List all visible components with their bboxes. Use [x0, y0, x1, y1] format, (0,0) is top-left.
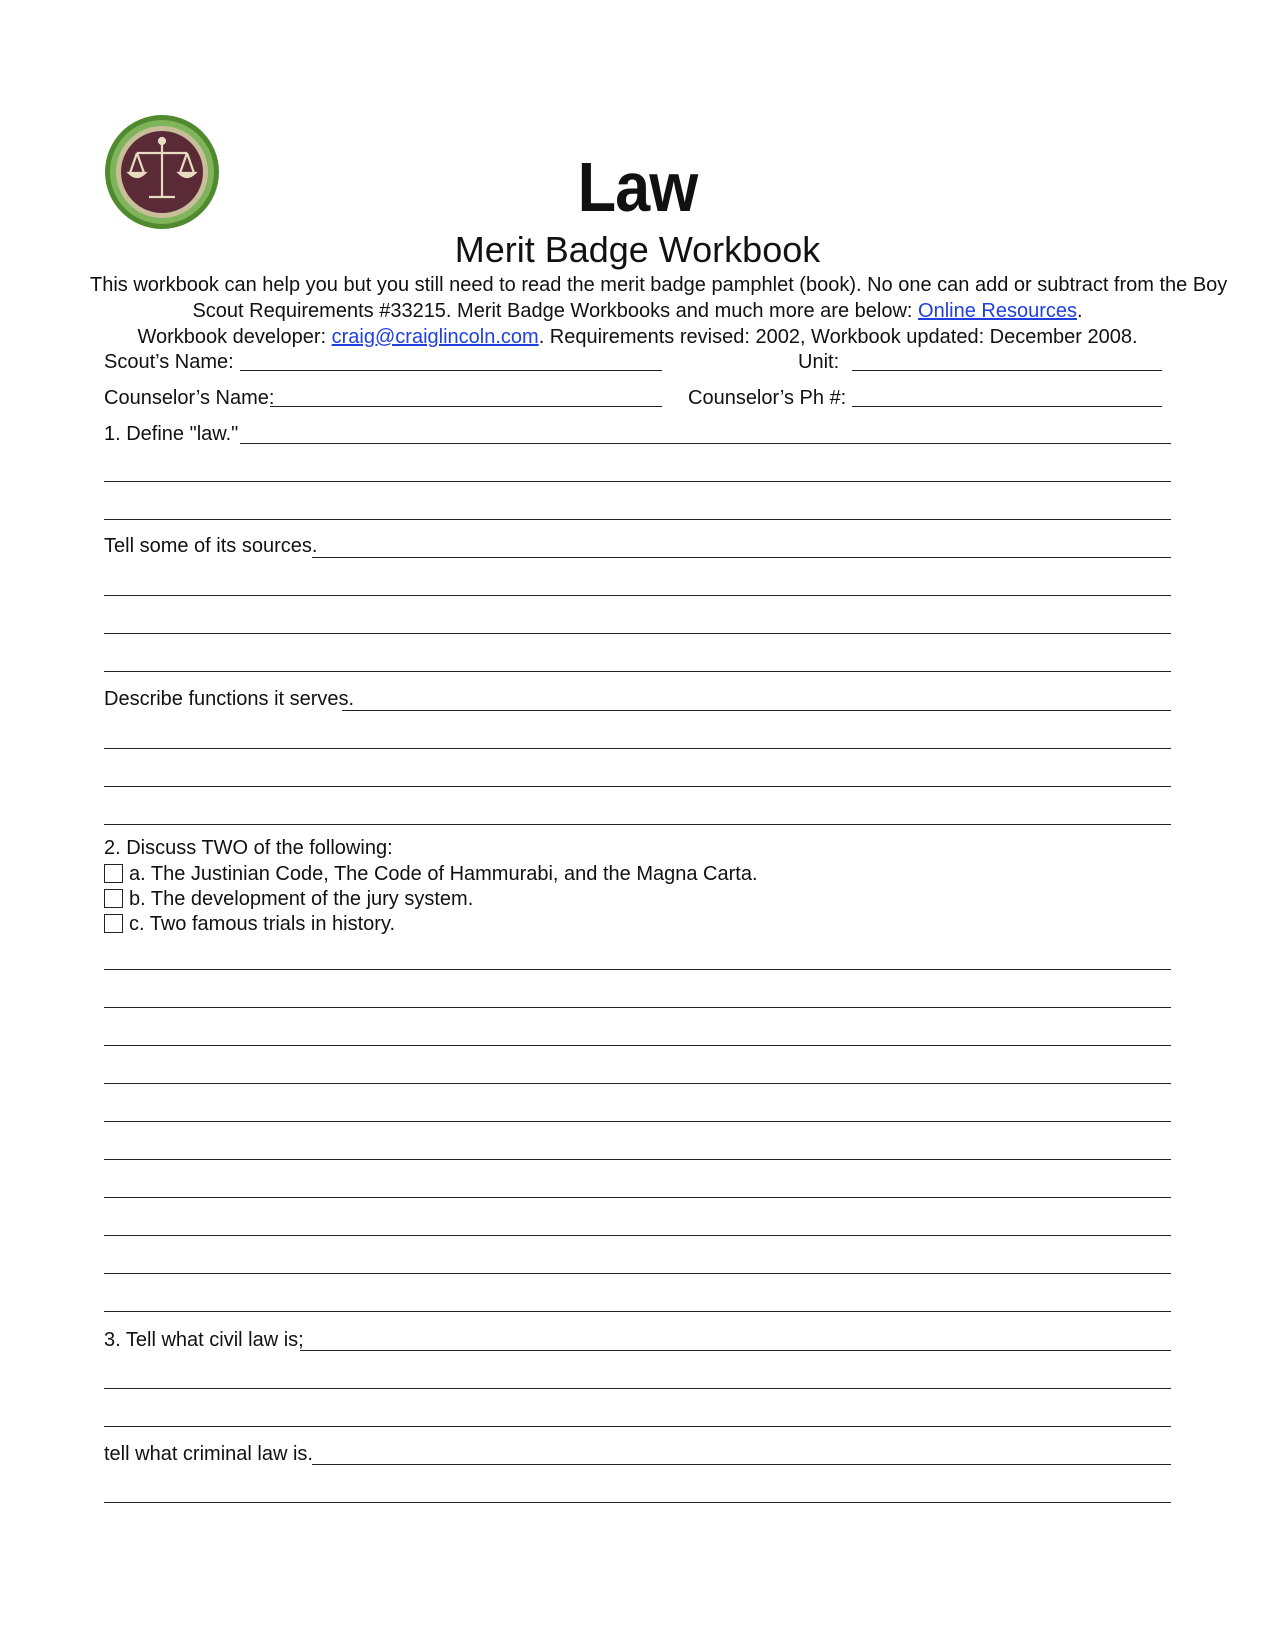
- answer-line[interactable]: [104, 786, 1171, 787]
- req2-option-a-label: a. The Justinian Code, The Code of Hammurabi, and the Magna Carta.: [129, 863, 758, 885]
- answer-line[interactable]: [104, 633, 1171, 634]
- intro-line-2-text: Scout Requirements #33215. Merit Badge Workbooks and much more are below:: [192, 300, 919, 322]
- answer-line[interactable]: [312, 1464, 1171, 1465]
- counselor-phone-line[interactable]: [852, 406, 1162, 407]
- answer-line[interactable]: [104, 824, 1171, 825]
- scout-name-line[interactable]: [240, 370, 662, 371]
- answer-line[interactable]: [104, 481, 1171, 482]
- answer-line[interactable]: [104, 1083, 1171, 1084]
- req2-option-b-label: b. The development of the jury system.: [129, 888, 474, 910]
- counselor-name-label: Counselor’s Name:: [104, 387, 275, 409]
- developer-email-link[interactable]: craig@craiglincoln.com: [331, 326, 539, 348]
- req2-heading: 2. Discuss TWO of the following:: [104, 837, 393, 859]
- answer-line[interactable]: [104, 1273, 1171, 1274]
- page-subtitle: Merit Badge Workbook: [454, 229, 821, 270]
- req3-civil-label: 3. Tell what civil law is;: [104, 1329, 304, 1351]
- answer-line[interactable]: [104, 969, 1171, 970]
- answer-line[interactable]: [240, 443, 1171, 444]
- req1-sources-label: Tell some of its sources.: [104, 535, 318, 557]
- answer-line[interactable]: [342, 710, 1171, 711]
- answer-line[interactable]: [104, 1121, 1171, 1122]
- checkbox[interactable]: [104, 864, 123, 883]
- req1-define-label: 1. Define "law.": [104, 423, 239, 445]
- counselor-phone-label: Counselor’s Ph #:: [688, 387, 847, 409]
- answer-line[interactable]: [104, 595, 1171, 596]
- answer-line[interactable]: [104, 1045, 1171, 1046]
- answer-line[interactable]: [104, 1426, 1171, 1427]
- req2-option-b[interactable]: [104, 887, 473, 911]
- answer-line[interactable]: [104, 671, 1171, 672]
- answer-line[interactable]: [312, 557, 1171, 558]
- intro-line-3-text: Workbook developer:: [137, 326, 332, 348]
- req2-option-c[interactable]: [104, 912, 395, 936]
- answer-line[interactable]: [104, 1197, 1171, 1198]
- page-title: Law: [577, 148, 698, 226]
- counselor-name-line[interactable]: [270, 406, 662, 407]
- answer-line[interactable]: [104, 1388, 1171, 1389]
- answer-line[interactable]: [104, 519, 1171, 520]
- unit-line[interactable]: [852, 370, 1162, 371]
- req2-option-c-label: c. Two famous trials in history.: [129, 913, 396, 935]
- checkbox[interactable]: [104, 889, 123, 908]
- answer-line[interactable]: [300, 1350, 1171, 1351]
- scout-name-label: Scout’s Name:: [104, 351, 234, 373]
- intro-line-3-end: . Requirements revised: 2002, Workbook updated: December 2008.: [538, 326, 1138, 348]
- answer-line[interactable]: [104, 1311, 1171, 1312]
- answer-line[interactable]: [104, 1235, 1171, 1236]
- answer-line[interactable]: [104, 1502, 1171, 1503]
- answer-line[interactable]: [104, 748, 1171, 749]
- unit-label: Unit:: [798, 351, 840, 373]
- intro-line-1: This workbook can help you but you still need to read the merit badge pamphlet (book). No one can add or subtract from the Boy: [90, 274, 1228, 296]
- req3-criminal-label: tell what criminal law is.: [104, 1443, 313, 1465]
- intro-line-3: [90, 324, 1185, 350]
- intro-line-2: [90, 298, 1185, 324]
- checkbox[interactable]: [104, 914, 123, 933]
- online-resources-link[interactable]: Online Resources: [918, 300, 1077, 322]
- req2-option-a[interactable]: [104, 862, 758, 886]
- answer-line[interactable]: [104, 1007, 1171, 1008]
- intro-paragraph: [90, 272, 1228, 350]
- req1-functions-label: Describe functions it serves.: [104, 688, 355, 710]
- intro-line-2-end: .: [1076, 300, 1083, 322]
- answer-line[interactable]: [104, 1159, 1171, 1160]
